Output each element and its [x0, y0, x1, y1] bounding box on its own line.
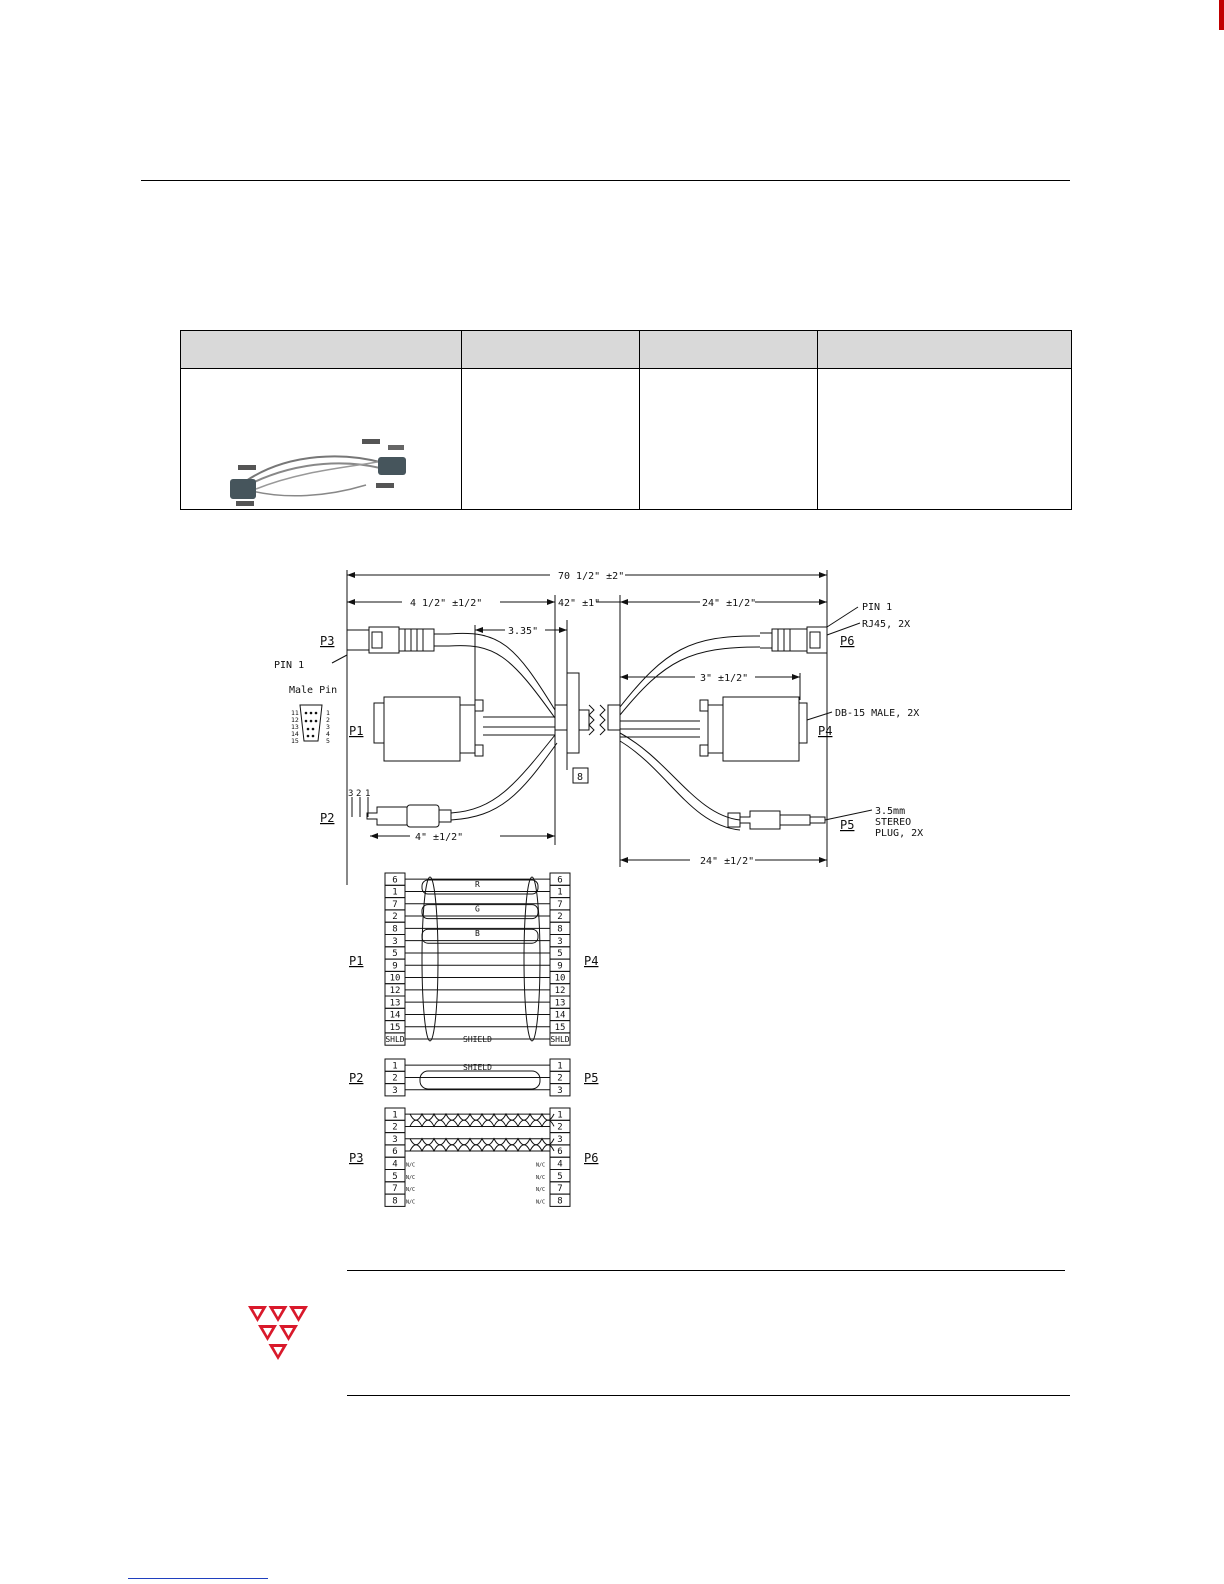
- callout-stereo-1: 3.5mm: [875, 806, 906, 817]
- pin-number: 5: [392, 1171, 398, 1182]
- table-header-cell: [640, 331, 818, 369]
- table-cell: [640, 369, 818, 510]
- company-logo: [248, 1306, 308, 1362]
- pin-number: SHLD: [550, 1035, 570, 1045]
- connector-p4: P4: [818, 724, 833, 738]
- twisted-pair: [410, 1114, 554, 1120]
- pin-number: 5: [392, 949, 398, 960]
- shield-ellipse: [422, 877, 438, 1041]
- pin-number: 14: [389, 1010, 401, 1021]
- audio-pin-2: 2: [356, 789, 362, 799]
- header-rule: [141, 180, 1070, 181]
- table-header-cell: [462, 331, 640, 369]
- coax-color-label: G: [475, 904, 480, 914]
- cable-photo: [226, 429, 416, 509]
- pin-number: 1: [392, 1110, 398, 1121]
- pin-number: 1: [392, 887, 398, 898]
- table-header-cell: [181, 331, 462, 369]
- pin-number: 10: [554, 973, 566, 984]
- dim-p3-section: 4 1/2" ±1/2": [410, 598, 483, 609]
- pin-nc-label: N/C: [536, 1162, 546, 1169]
- pin-number: 8: [392, 1196, 398, 1207]
- pin-number: 15: [554, 1022, 566, 1033]
- db15-pin-label: 12: [291, 716, 299, 724]
- dim-right-vga-breakout: 3" ±1/2": [700, 673, 749, 684]
- dim-vga-breakout: 3.35": [508, 626, 539, 637]
- pin-number: 14: [554, 1010, 566, 1021]
- pinout-vga: [385, 873, 570, 1045]
- table-row: [181, 369, 1072, 510]
- table-cell: [462, 369, 640, 510]
- dim-p2-length: 4" ±1/2": [415, 832, 464, 843]
- twisted-pair: [410, 1120, 554, 1126]
- callout-stereo-2: STEREO: [875, 817, 912, 828]
- pin-number: 1: [557, 1061, 563, 1072]
- callout-pin1-left: PIN 1: [274, 660, 305, 671]
- db15-pin-label: 11: [291, 709, 299, 717]
- footer-rule-bottom: [347, 1395, 1070, 1396]
- pin-number: 12: [389, 986, 401, 996]
- db15-pin-label: 13: [291, 723, 299, 731]
- db15-pin-label: 14: [291, 730, 299, 738]
- pin-number: 13: [554, 998, 566, 1009]
- coax-color-label: R: [475, 880, 480, 889]
- pin-number: 3: [392, 936, 398, 947]
- pinout-label-p4: P4: [584, 954, 599, 968]
- connector-p3: P3: [320, 634, 335, 648]
- pin-number: 6: [392, 875, 398, 886]
- pin-nc-label: N/C: [406, 1174, 416, 1181]
- pin-number: 3: [392, 1085, 398, 1096]
- pin-number: 9: [557, 961, 563, 972]
- coax-color-label: B: [475, 929, 480, 939]
- db15-pin-label: 3: [326, 723, 330, 731]
- pin-number: 7: [557, 1184, 563, 1195]
- twisted-pair: [410, 1139, 554, 1145]
- pin-number: 6: [557, 1147, 563, 1158]
- pin-number: 4: [392, 1159, 398, 1170]
- footer-rule-top: [347, 1270, 1065, 1271]
- pin-nc-label: N/C: [406, 1162, 416, 1169]
- dim-overall: 70 1/2" ±2": [558, 571, 625, 582]
- twisted-pair: [410, 1145, 554, 1151]
- pin-number: 2: [557, 1073, 563, 1084]
- callout-stereo-3: PLUG, 2X: [875, 828, 924, 839]
- pin-number: 7: [392, 899, 398, 910]
- table-cell-image: [181, 369, 462, 510]
- pin-number: 3: [557, 1085, 563, 1096]
- db15-pin-label: 4: [326, 730, 330, 738]
- pin-number: 9: [392, 961, 398, 972]
- shield-ellipse: [524, 877, 540, 1041]
- pinout-label-p3: P3: [349, 1151, 364, 1165]
- pin-number: 13: [389, 998, 401, 1009]
- pin-number: 1: [557, 887, 563, 898]
- pin-number: 7: [392, 1184, 398, 1195]
- db15-pin-label: 15: [291, 737, 299, 745]
- pin-number: 3: [557, 936, 563, 947]
- connector-p1: P1: [349, 724, 364, 738]
- pin-number: 5: [557, 1171, 563, 1182]
- pin-number: 2: [557, 1122, 563, 1133]
- cable-spec-table: [180, 330, 1072, 510]
- pin-nc-label: N/C: [406, 1187, 416, 1194]
- page-edge-marker: [1219, 0, 1224, 30]
- pin-number: 6: [557, 875, 563, 886]
- db15-pin-label: 2: [326, 716, 330, 724]
- shield-label: SHIELD: [463, 1063, 492, 1072]
- pin-number: 8: [392, 924, 398, 935]
- pinout-label-p1: P1: [349, 954, 364, 968]
- pin-number: 2: [392, 1073, 398, 1084]
- pin-number: 8: [557, 1196, 563, 1207]
- pin-number: 2: [392, 912, 398, 923]
- cable-wiring-diagram: [270, 555, 970, 1215]
- table-cell: [818, 369, 1072, 510]
- pin-nc-label: N/C: [536, 1199, 546, 1206]
- callout-male-pin: Male Pin: [289, 685, 338, 696]
- pin-number: 3: [392, 1134, 398, 1145]
- footer-link-underline[interactable]: [128, 1578, 268, 1579]
- pin-number: 6: [392, 1147, 398, 1158]
- pin-nc-label: N/C: [536, 1187, 546, 1194]
- pin-number: 15: [389, 1022, 401, 1033]
- pin-number: 3: [557, 1134, 563, 1145]
- pin-number: 1: [557, 1110, 563, 1121]
- audio-pin-3: 3: [348, 789, 354, 799]
- pinout-label-p5: P5: [584, 1071, 599, 1085]
- pin-number: 12: [554, 986, 566, 996]
- connector-p2: P2: [320, 811, 335, 825]
- db15-pin-label: 1: [326, 709, 330, 717]
- dim-middle: 42" ±1": [558, 598, 601, 609]
- table-header-row: [181, 331, 1072, 369]
- db15-pin-label: 5: [326, 737, 330, 745]
- dim-right-section: 24" ±1/2": [702, 598, 757, 609]
- pinout-rj45: [385, 1108, 570, 1206]
- pin-number: 8: [557, 924, 563, 935]
- callout-rj45: RJ45, 2X: [862, 619, 911, 630]
- audio-shield: [420, 1071, 540, 1089]
- dim-p5-length: 24" ±1/2": [700, 856, 755, 867]
- callout-db15: DB-15 MALE, 2X: [835, 708, 920, 719]
- pin-nc-label: N/C: [406, 1199, 416, 1206]
- connector-p5: P5: [840, 818, 855, 832]
- audio-pin-1: 1: [365, 789, 371, 799]
- connector-p6: P6: [840, 634, 855, 648]
- pinout-label-p6: P6: [584, 1151, 599, 1165]
- label-box-number: 8: [577, 772, 584, 783]
- pin-number: 5: [557, 949, 563, 960]
- table-header-cell: [818, 331, 1072, 369]
- pin-number: 2: [392, 1122, 398, 1133]
- pin-number: 10: [389, 973, 401, 984]
- pin-number: SHLD: [385, 1035, 405, 1045]
- pinout-label-p2: P2: [349, 1071, 364, 1085]
- pin-number: 2: [557, 912, 563, 923]
- shield-label: SHIELD: [463, 1035, 492, 1044]
- callout-pin1-right: PIN 1: [862, 602, 893, 613]
- pinout-audio: [385, 1059, 570, 1096]
- pin-nc-label: N/C: [536, 1174, 546, 1181]
- pin-number: 1: [392, 1061, 398, 1072]
- pin-number: 4: [557, 1159, 563, 1170]
- pin-number: 7: [557, 899, 563, 910]
